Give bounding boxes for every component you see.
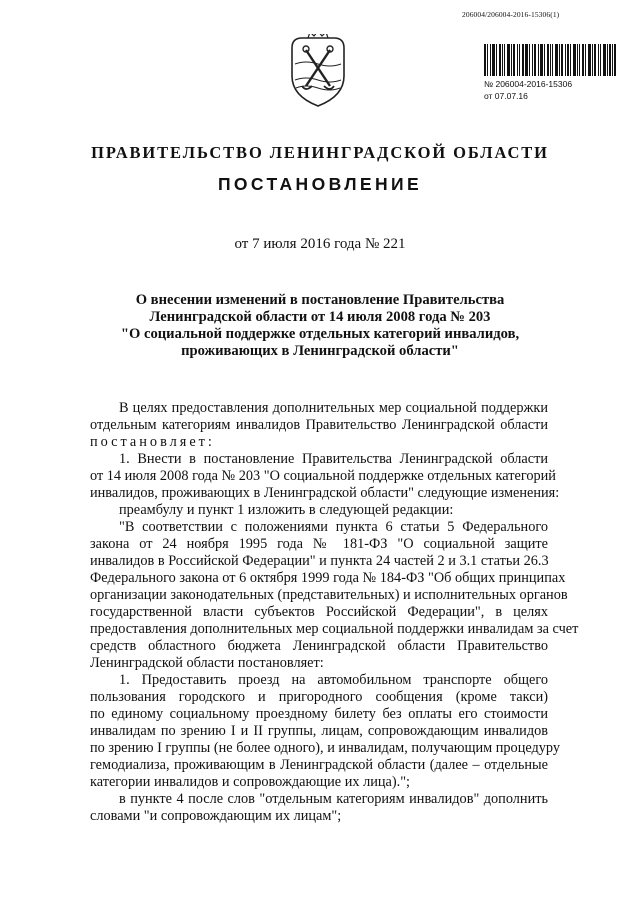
body-line: 1. Предоставить проезд на автомобильном транспорте общего <box>119 672 548 688</box>
body-line: инвалидам по зрению I и II группы, лицам, сопровождающим инвалидов <box>90 723 548 739</box>
body-line: словами "и сопровождающим их лицам"; <box>90 808 342 824</box>
body-line: Ленинградской области постановляет: <box>90 655 324 671</box>
body-line: пользования городского и пригородного сообщения (кроме такси) <box>90 689 548 705</box>
body-line: организации законодательных (представительных) и исполнительных органов <box>90 587 568 603</box>
title-line: Ленинградской области от 14 июля 2008 года № 203 <box>149 309 491 325</box>
body-line: гемодиализа, проживающим в Ленинградской области (далее – отдельные <box>90 757 548 773</box>
body-line: государственной власти субъектов Российской Федерации", в целях <box>90 604 548 620</box>
body-line: предоставления дополнительных мер социальной поддержки инвалидам за счет <box>90 621 579 637</box>
decree-body <box>90 400 579 825</box>
registration-date: от 07.07.16 <box>484 91 528 101</box>
body-line: В целях предоставления дополнительных мер социальной поддержки <box>119 400 548 416</box>
title-line: О внесении изменений в постановление Правительства <box>135 292 505 308</box>
body-line: от 14 июля 2008 года № 203 "О социальной поддержке отдельных категорий <box>90 468 556 484</box>
body-line: отдельным категориям инвалидов Правительство Ленинградской области <box>90 417 548 433</box>
decree-title <box>90 292 550 360</box>
barcode-icon <box>484 44 616 76</box>
body-line: Федерального закона от 6 октября 1999 года № 184-ФЗ "Об общих принципах <box>90 570 566 586</box>
body-line: постановляет: <box>90 434 215 450</box>
title-line: "О социальной поддержке отдельных категорий инвалидов, <box>120 326 520 342</box>
coat-of-arms-icon <box>286 34 350 108</box>
body-line: инвалидов, проживающих в Ленинградской области" следующие изменения: <box>90 485 560 501</box>
document-reference: 206004/206004-2016-15306(1) <box>462 10 560 19</box>
body-line: преамбулу и пункт 1 изложить в следующей редакции: <box>119 502 454 518</box>
title-line: проживающих в Ленинградской области" <box>181 343 459 359</box>
body-line: по единому социальному проездному билету без оплаты его стоимости <box>90 706 548 722</box>
body-line: категории инвалидов и сопровождающие их лица)."; <box>90 774 411 790</box>
government-name: ПРАВИТЕЛЬСТВО ЛЕНИНГРАДСКОЙ ОБЛАСТИ <box>91 143 549 162</box>
registration-number: № 206004-2016-15306 <box>484 79 573 89</box>
decree-date-number: от 7 июля 2016 года № 221 <box>234 236 406 252</box>
body-line: 1. Внести в постановление Правительства Ленинградской области <box>119 451 548 467</box>
body-line: закона от 24 ноября 1995 года № 181-ФЗ "О социальной защите <box>90 536 548 552</box>
body-line: по зрению I группы (не более одного), и инвалидам, получающим процедуру <box>90 740 561 756</box>
body-line: инвалидов в Российской Федерации" и пункта 24 частей 2 и 3.1 статьи 26.3 <box>90 553 549 569</box>
body-line: средств областного бюджета Ленинградской области Правительство <box>90 638 548 654</box>
body-line: в пункте 4 после слов "отдельным категориям инвалидов" дополнить <box>119 791 548 807</box>
body-line: "В соответствии с положениями пункта 6 статьи 5 Федерального <box>119 519 548 535</box>
document-type: ПОСТАНОВЛЕНИЕ <box>217 174 423 194</box>
